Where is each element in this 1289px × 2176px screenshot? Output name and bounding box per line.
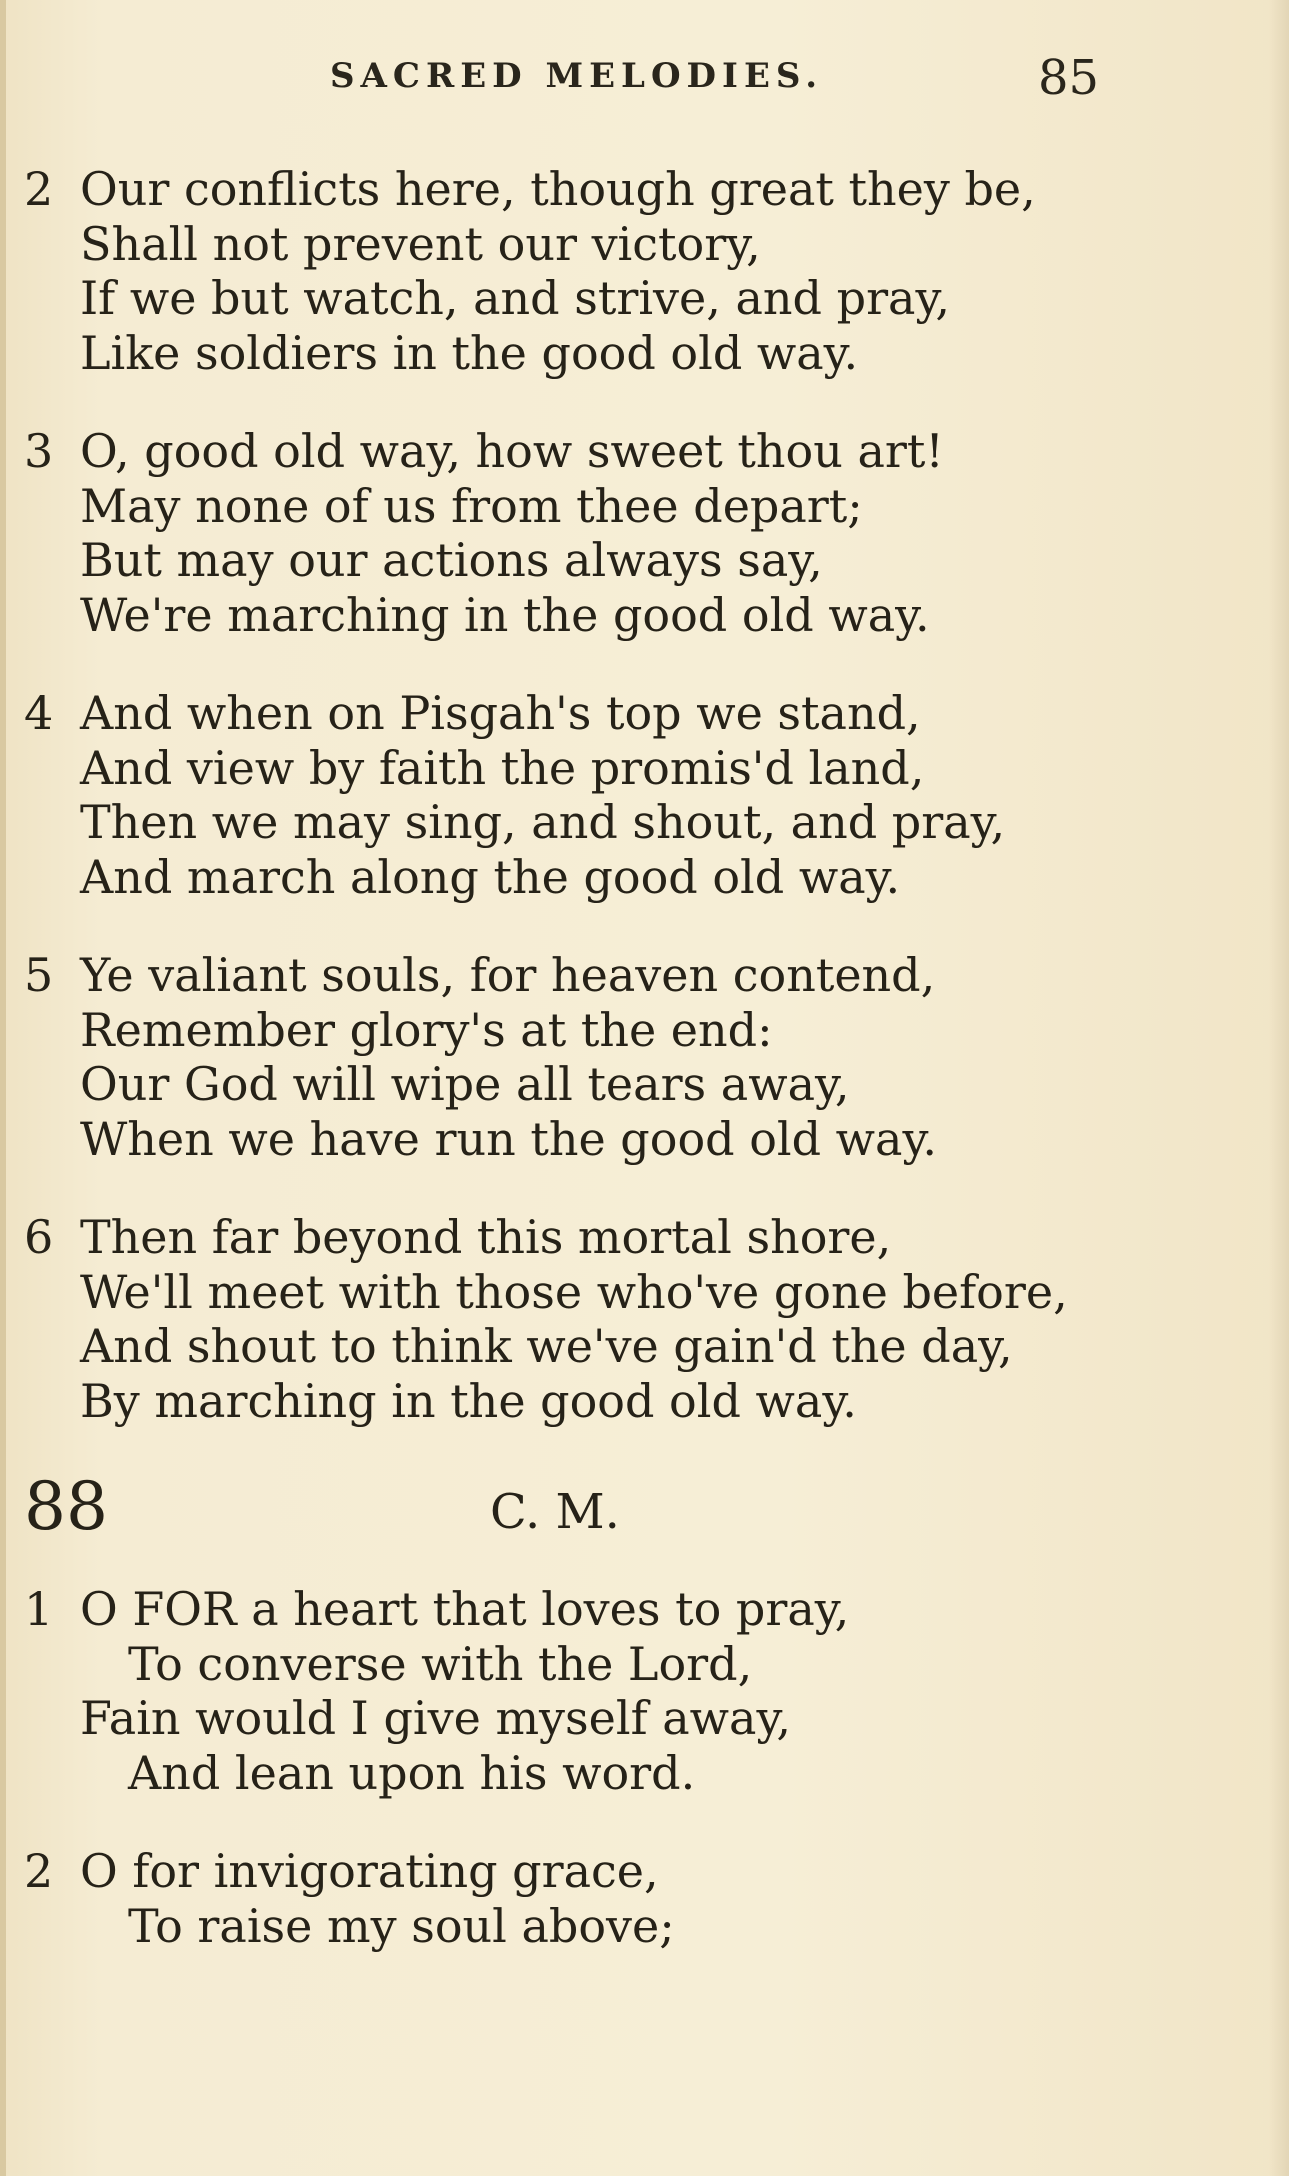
verse-line: But may our actions always say, xyxy=(80,533,823,587)
verse-number: 1 xyxy=(24,1582,54,1636)
verse-line: May none of us from thee depart; xyxy=(80,478,863,533)
verse-line: Shall not prevent our victory, xyxy=(80,216,761,271)
running-title: SACRED MELODIES. xyxy=(330,56,824,96)
verse-number: 2 xyxy=(24,162,54,216)
verse-line: And lean upon his word. xyxy=(128,1745,696,1800)
verse-line: Fain would I give myself away, xyxy=(80,1691,791,1745)
verse-line xyxy=(24,948,937,1003)
hymn-meter: C. M. xyxy=(490,1484,620,1540)
verse-line: Then we may sing, and shout, and pray, xyxy=(80,795,1006,849)
verse-number: 2 xyxy=(24,1844,54,1898)
verse-line: We'll meet with those who've gone before, xyxy=(80,1264,1068,1319)
verse-line: To raise my soul above; xyxy=(128,1898,675,1953)
verse-line: Our God will wipe all tears away, xyxy=(80,1057,850,1111)
verse-line xyxy=(24,1582,849,1637)
verse-line: To converse with the Lord, xyxy=(128,1636,753,1691)
verse-4-prev xyxy=(24,686,1005,904)
verse-line xyxy=(24,686,1005,741)
verse-2-prev xyxy=(24,162,1036,380)
verse-line-text: O, good old way, how sweet thou art! xyxy=(80,424,944,478)
hymn-header xyxy=(24,1468,1224,1548)
hymn-number: 88 xyxy=(24,1468,108,1545)
verse-line: Remember glory's at the end: xyxy=(80,1002,773,1057)
verse-line: We're marching in the good old way. xyxy=(80,587,930,642)
page-number: 85 xyxy=(1038,50,1100,106)
verse-6-prev xyxy=(24,1210,1068,1428)
verse-line-text: O for invigorating grace, xyxy=(80,1844,659,1898)
verse-line-text: And when on Pisgah's top we stand, xyxy=(80,686,921,740)
verse-5-prev xyxy=(24,948,937,1166)
verse-line-text: Ye valiant souls, for heaven contend, xyxy=(80,948,936,1002)
verse-line: Like soldiers in the good old way. xyxy=(80,325,859,380)
verse-line-text: Our conflicts here, though great they be, xyxy=(80,162,1036,216)
verse-line: If we but watch, and strive, and pray, xyxy=(80,271,950,325)
verse-line xyxy=(24,162,1036,217)
verse-number: 5 xyxy=(24,948,54,1002)
verse-line-text: O FOR a heart that loves to pray, xyxy=(80,1582,850,1636)
verse-line: When we have run the good old way. xyxy=(80,1111,937,1166)
verse-number: 6 xyxy=(24,1210,54,1264)
verse-number: 4 xyxy=(24,686,54,740)
verse-line: By marching in the good old way. xyxy=(80,1373,857,1428)
page-right-shadow xyxy=(1269,0,1289,2176)
verse-line: And view by faith the promis'd land, xyxy=(80,740,925,795)
verse-line: And shout to think we've gain'd the day, xyxy=(80,1319,1013,1373)
hymn-verse-2 xyxy=(24,1844,675,1953)
hymn-verse-1 xyxy=(24,1582,849,1800)
verse-line xyxy=(24,424,944,479)
verse-line-text: Then far beyond this mortal shore, xyxy=(80,1210,892,1264)
verse-line: And march along the good old way. xyxy=(80,849,901,904)
verse-line xyxy=(24,1844,675,1899)
verse-line xyxy=(24,1210,1068,1265)
page-left-edge xyxy=(0,0,6,2176)
verse-3-prev xyxy=(24,424,944,642)
verse-number: 3 xyxy=(24,424,54,478)
